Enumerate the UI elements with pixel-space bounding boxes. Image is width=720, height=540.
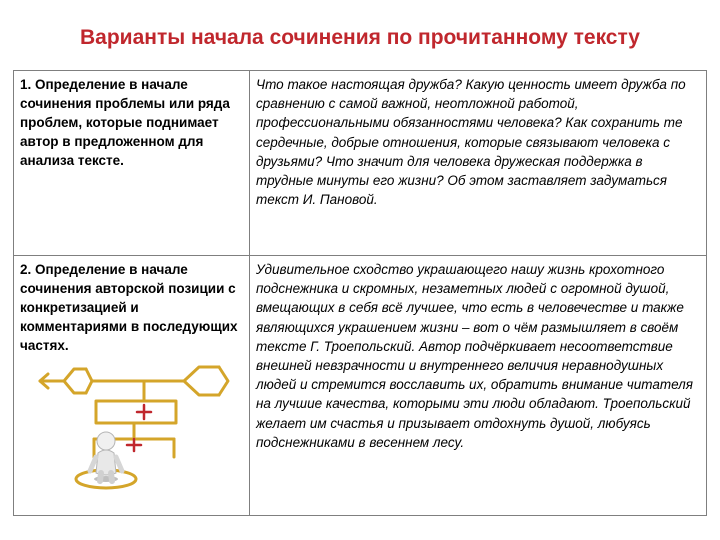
- method-description-cell: [14, 71, 250, 256]
- slide-title: Варианты начала сочинения по прочитанному тексту: [80, 26, 640, 49]
- example-text-cell: [250, 256, 707, 516]
- method-description: 2. Определение в начале сочинения авторской позиции с конкретизацией и комментариями в последующих частях.: [20, 262, 238, 353]
- example-text: Удивительное сходство украшающего нашу жизнь крохотного подснежника и скромных, незаметных людей с огромной душой, вмещающих в себя всё лучшее, что есть в человечестве и также являющихся украшением жизни – вот о чём размышляет в своём тексте Г. Троепольский. Автор подчёркивает несоответствие внешней невзрачности и внутреннего величия неравнодушных людей и стремится восславить их, обратить внимание читателя на лучшие качества, которыми эти люди обладают. Троепольский желает им счастья и призывает отдохнуть душой, любуясь подснежниками в весеннем лесу.: [256, 262, 693, 450]
- plus-marks-icon: [127, 405, 151, 451]
- example-text: Что такое настоящая дружба? Какую ценность имеет дружба по сравнению с самой важной, неотложной работой, профессиональными обязанностями человека? Как сохранить те сердечные, добрые отношения, которые связывают человека с друзьями? Что значит для человека дружеская поддержка в трудные минуты его жизни? Об этом заставляет задуматься текст И. Пановой.: [256, 77, 686, 208]
- method-description-cell: [14, 256, 250, 516]
- example-text-cell: [250, 71, 707, 256]
- methods-table: [13, 70, 707, 516]
- method-description: 1. Определение в начале сочинения проблемы или ряда проблем, которые поднимает автор в предложенном для анализа тексте.: [20, 77, 230, 168]
- table-row: [14, 71, 707, 256]
- person-in-maze-icon: [34, 361, 234, 491]
- maze-illustration: [34, 361, 234, 491]
- table-row: [14, 256, 707, 516]
